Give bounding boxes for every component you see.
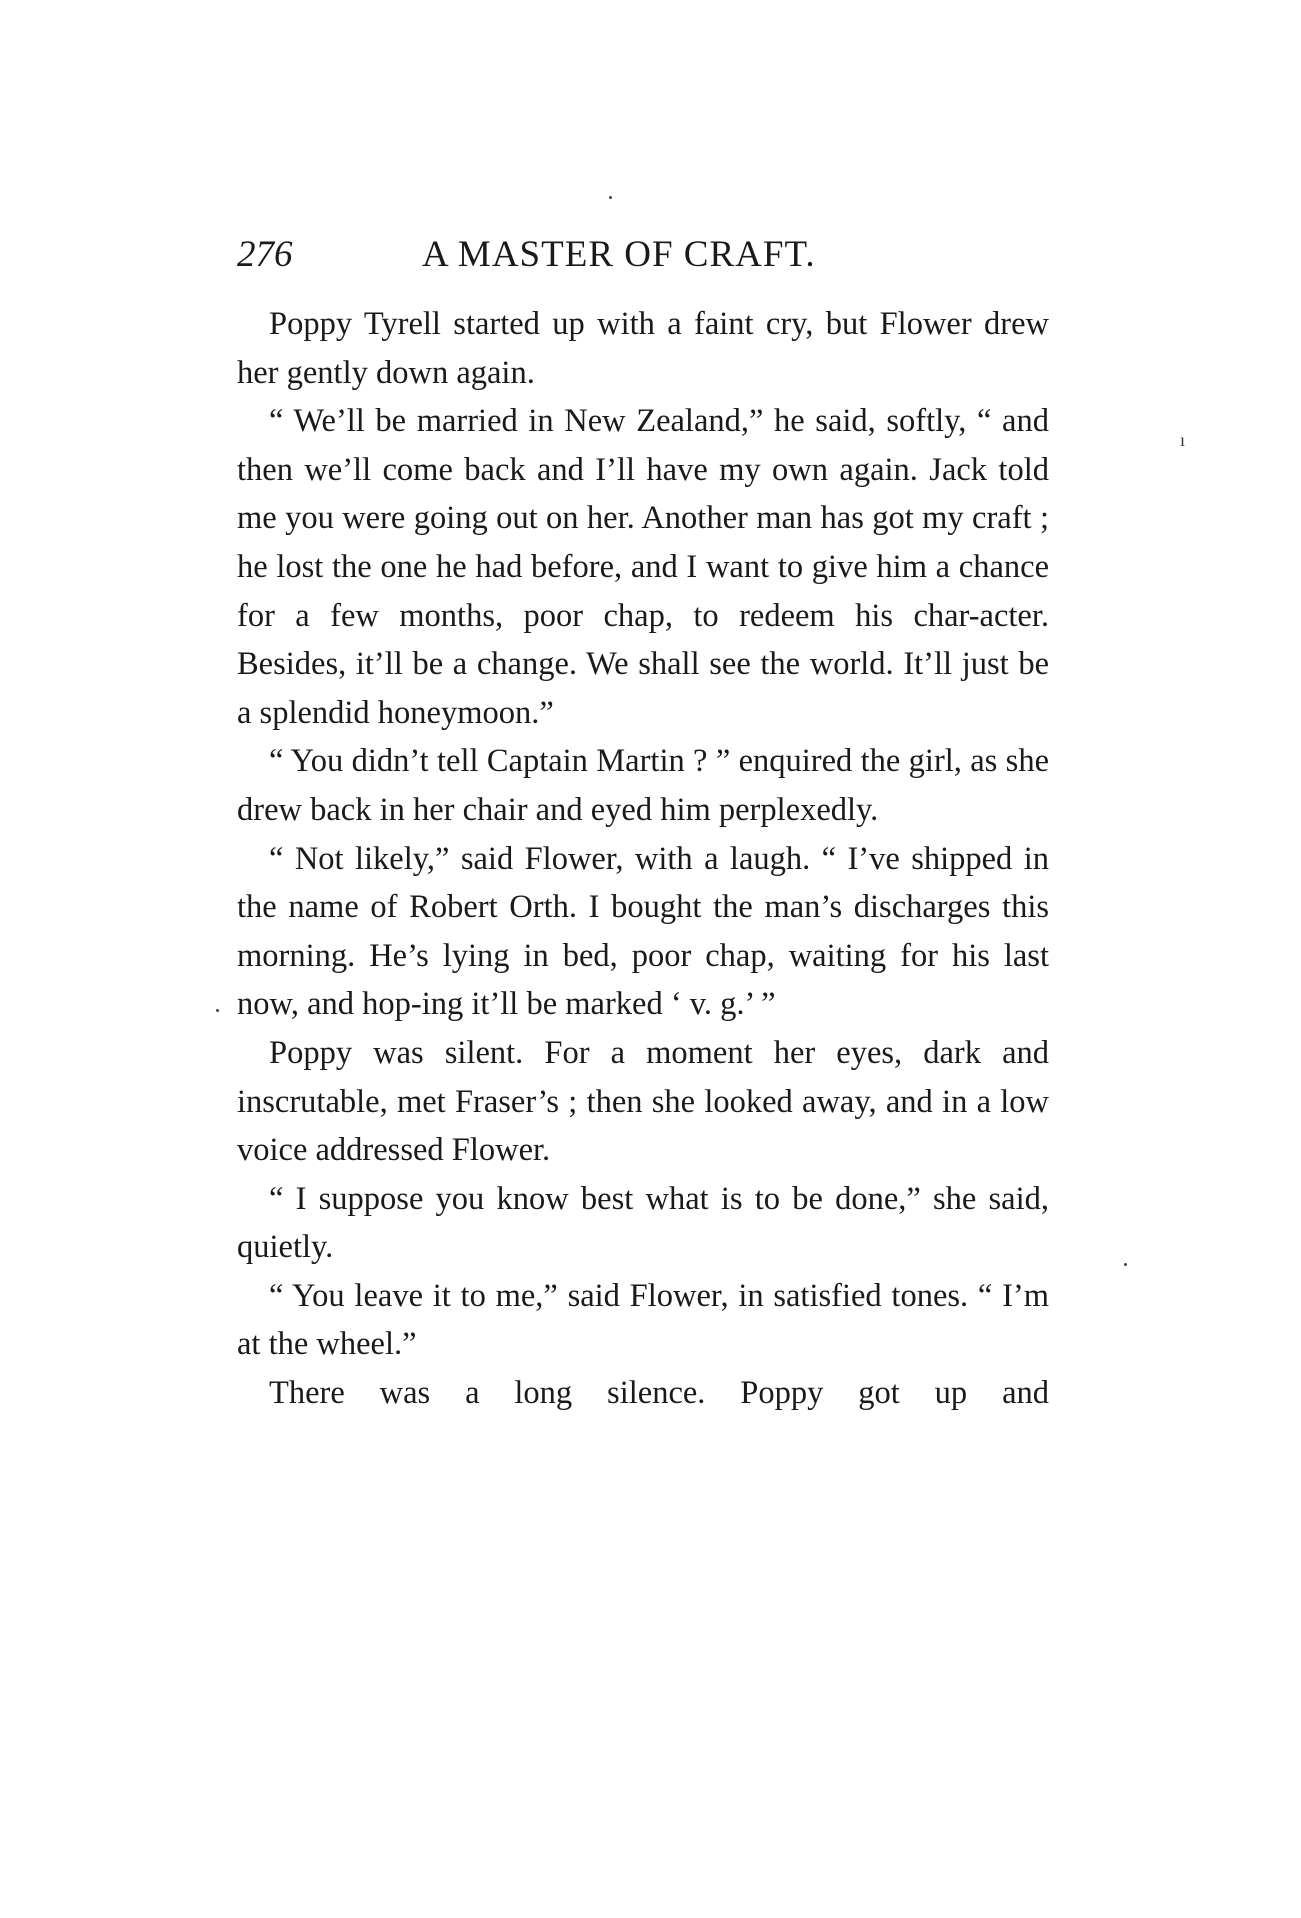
page-number: 276 [237,234,293,275]
paragraph: Poppy Tyrell started up with a faint cry, but Flower drew her gently down again. [237,306,1049,391]
paragraph: Poppy was silent. For a moment her eyes, dark and inscrutable, met Fraser’s ; then she looked away, and in a low voice addressed Flower. [237,1034,1049,1169]
scan-speck [609,196,612,199]
page-header [237,230,1057,280]
paragraph: “ Not likely,” said Flower, with a laugh. “ I’ve shipped in the name of Robert Orth. I bought the man’s discharges this morning. He’s lying in bed, poor chap, waiting for his last now, and hop-ing it’ll be marked ‘ v. g.’ ” [237,840,1049,1023]
margin-mark: ı [1180,430,1186,450]
paragraph: “ You didn’t tell Captain Martin ? ” enquired the girl, as she drew back in her chair and eyed him perplexedly. [237,743,1049,828]
paragraph: “ I suppose you know best what is to be done,” she said, quietly. [237,1180,1049,1266]
scan-speck [216,1009,219,1012]
paragraph: There was a long silence. Poppy got up and [269,1375,1049,1412]
scan-speck [1124,1263,1127,1266]
running-title: A MASTER OF CRAFT. [422,234,816,275]
paragraph: “ We’ll be married in New Zealand,” he said, softly, “ and then we’ll come back and I’ll have my own again. Jack told me you were going out on her. Another man has got my craft ; he lost the one he had before, and I want to give him a chance for a few months, poor chap, to redeem his char-acter. Besides, it’ll be a change. We shall see the world. It’ll just be a splendid honeymoon.” [237,403,1049,731]
body-text [237,300,1049,1418]
paragraph: “ You leave it to me,” said Flower, in satisfied tones. “ I’m at the wheel.” [237,1277,1049,1363]
